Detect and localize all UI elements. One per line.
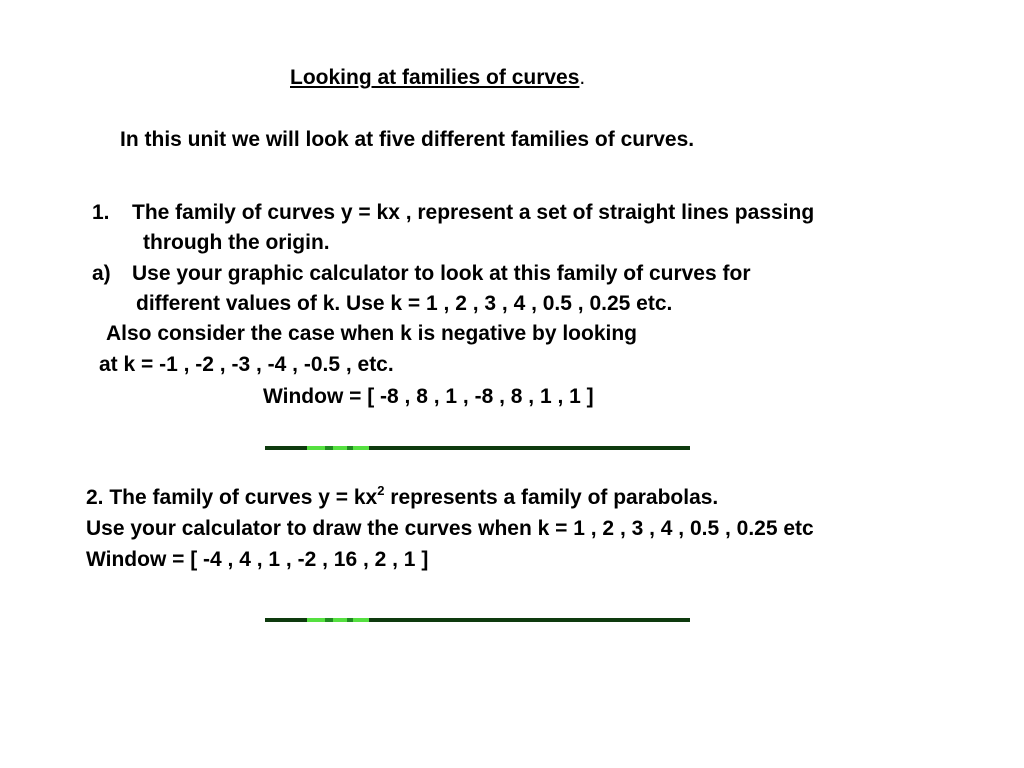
section-divider-bottom [265,618,690,622]
section1-line2: through the origin. [143,231,330,254]
section1-negative-line1: Also consider the case when k is negative by looking [106,322,637,345]
section1-part-a-line1 [92,262,751,286]
section1-part-a-line1-text: Use your graphic calculator to look at this family of curves for [132,262,751,285]
page-title [290,66,585,90]
section1-line1-text: The family of curves y = kx , represent a set of straight lines passing [132,201,815,224]
section2-exponent: 2 [377,483,385,498]
section2-line1-pre: 2. The family of curves y = kx [86,486,378,509]
intro-text: In this unit we will look at five different families of curves. [120,128,695,151]
section1-part-a-label: a) [92,262,111,285]
section1-negative-line2: at k = -1 , -2 , -3 , -4 , -0.5 , etc. [99,353,394,376]
section2-line1-post: represents a family of parabolas. [384,486,719,509]
page-title-punct: . [579,66,586,89]
section-divider [265,446,690,450]
section1-window: Window = [ -8 , 8 , 1 , -8 , 8 , 1 , 1 ] [263,385,594,408]
section2-window: Window = [ -4 , 4 , 1 , -2 , 16 , 2 , 1 ] [86,548,429,571]
section1-part-a-line2: different values of k. Use k = 1 , 2 , 3 , 4 , 0.5 , 0.25 etc. [136,292,673,315]
section1-number: 1. [92,201,110,224]
section2-line2: Use your calculator to draw the curves when k = 1 , 2 , 3 , 4 , 0.5 , 0.25 etc [86,517,814,540]
section2-line1 [86,483,719,510]
section1-line1 [92,201,814,225]
page-title-text: Looking at families of curves [290,66,580,89]
